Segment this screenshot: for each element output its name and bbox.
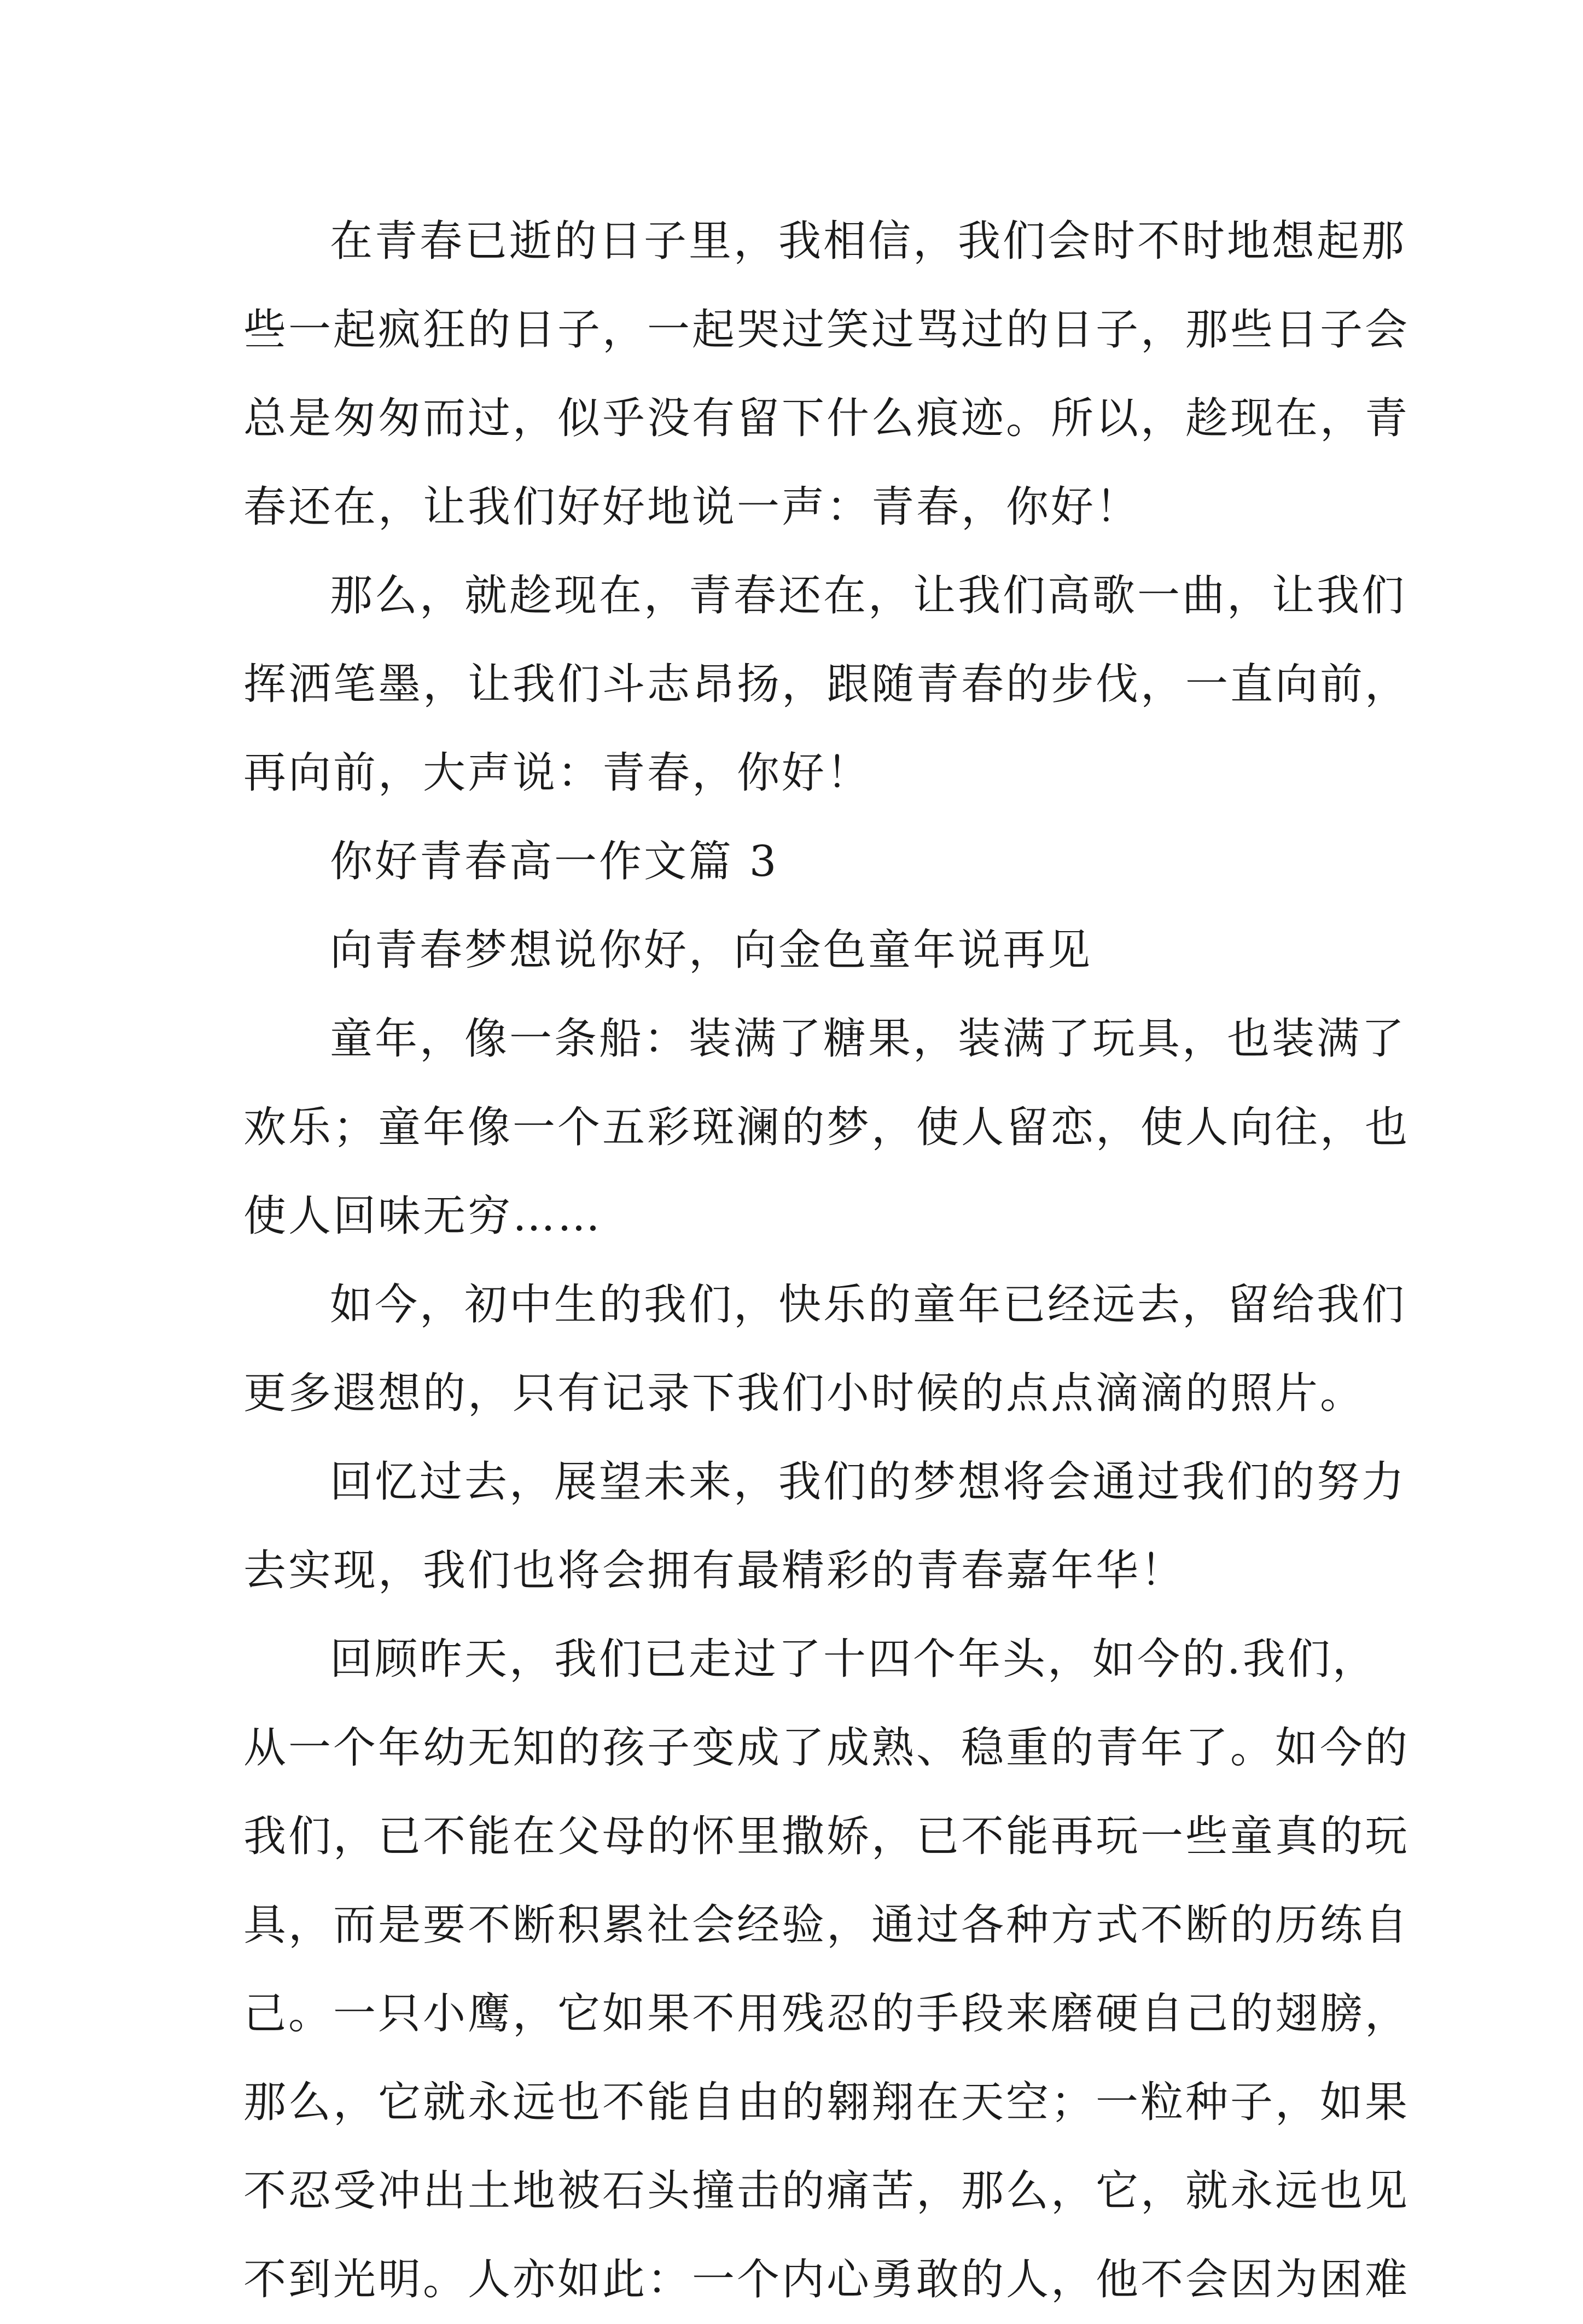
text-line: 挥洒笔墨，让我们斗志昂扬，跟随青春的步伐，一直向前，	[243, 660, 1410, 709]
text-line: 再向前，大声说：青春，你好！	[243, 748, 872, 798]
text-line: 使人回味无穷……	[243, 1192, 603, 1241]
section-heading: 你好青春高一作文篇 3	[330, 837, 779, 886]
text-line: 那么，它就永远也不能自由的翱翔在天空；一粒种子，如果	[243, 2078, 1410, 2127]
text-line: 春还在，让我们好好地说一声：青春，你好！	[243, 483, 1141, 532]
text-line: 童年，像一条船：装满了糖果，装满了玩具，也装满了	[330, 1014, 1407, 1064]
text-line: 回忆过去，展望未来，我们的梦想将会通过我们的努力	[330, 1457, 1407, 1507]
text-line: 不忍受冲出土地被石头撞击的痛苦，那么，它，就永远也见	[243, 2166, 1410, 2216]
text-line: 不到光明。人亦如此：一个内心勇敢的人，他不会因为困难	[243, 2255, 1410, 2304]
text-line: 具，而是要不断积累社会经验，通过各种方式不断的历练自	[243, 1901, 1410, 1950]
essay-title: 向青春梦想说你好，向金色童年说再见	[330, 926, 1093, 975]
text-line: 己。一只小鹰，它如果不用残忍的手段来磨硬自己的翅膀，	[243, 1989, 1410, 2038]
text-line: 如今，初中生的我们，快乐的童年已经远去，留给我们	[330, 1280, 1407, 1329]
text-line: 更多遐想的，只有记录下我们小时候的点点滴滴的照片。	[243, 1369, 1365, 1418]
text-line: 欢乐；童年像一个五彩斑澜的梦，使人留恋，使人向往，也	[243, 1103, 1410, 1152]
text-line: 回顾昨天，我们已走过了十四个年头，如今的.我们，	[330, 1635, 1377, 1684]
document-body	[243, 197, 1410, 2324]
text-line: 我们，已不能在父母的怀里撒娇，已不能再玩一些童真的玩	[243, 1812, 1410, 1861]
text-line: 去实现，我们也将会拥有最精彩的青春嘉年华！	[243, 1546, 1186, 1595]
text-line: 在青春已逝的日子里，我相信，我们会时不时地想起那	[330, 217, 1407, 266]
text-line: 些一起疯狂的日子，一起哭过笑过骂过的日子，那些日子会	[243, 305, 1410, 355]
text-line: 那么，就趁现在，青春还在，让我们高歌一曲，让我们	[330, 571, 1407, 620]
text-line: 总是匆匆而过，似乎没有留下什么痕迹。所以，趁现在，青	[243, 394, 1410, 443]
text-line: 从一个年幼无知的孩子变成了成熟、稳重的青年了。如今的	[243, 1723, 1410, 1773]
